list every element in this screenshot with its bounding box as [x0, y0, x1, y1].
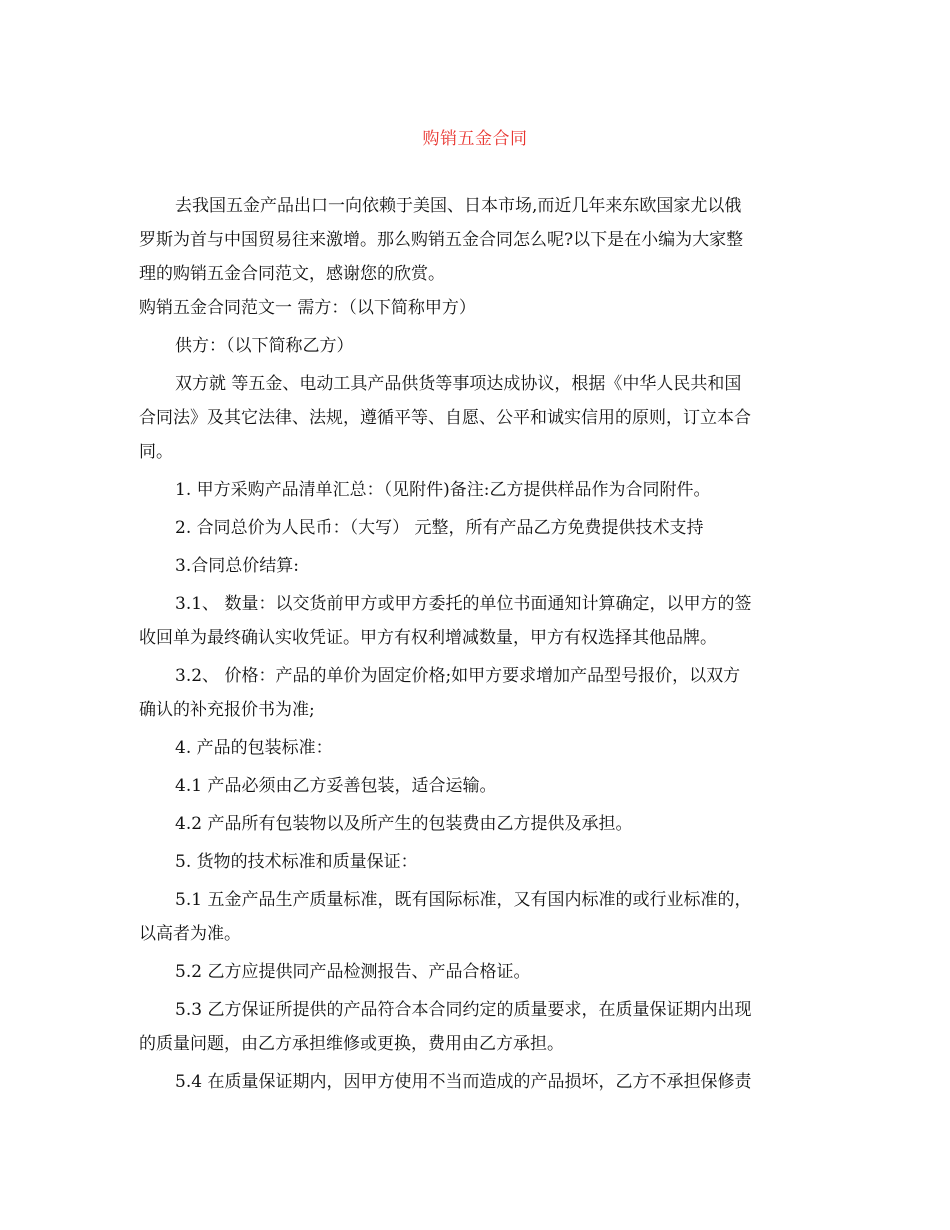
clause-5-2: 5.2 乙方应提供同产品检测报告、产品合格证。 — [175, 962, 531, 982]
clause-5-3-line-2: 的质量问题，由乙方承担维修或更换，费用由乙方承担。 — [139, 1034, 564, 1054]
agreement-line-3: 同。 — [139, 442, 173, 462]
section-heading-line: 购销五金合同范文一 需方：（以下简称甲方） — [139, 298, 476, 318]
clause-4: 4. 产品的包装标准： — [175, 738, 333, 758]
clause-4-1: 4.1 产品必须由乙方妥善包装，适合运输。 — [175, 776, 497, 796]
document-title: 购销五金合同 — [422, 129, 528, 149]
intro-line-3: 理的购销五金合同范文，感谢您的欣赏。 — [139, 264, 445, 284]
intro-line-2: 罗斯为首与中国贸易往来激增。那么购销五金合同怎么呢?以下是在小编为大家整 — [139, 230, 744, 250]
supplier-line: 供方：（以下简称乙方） — [175, 336, 354, 356]
clause-3-1-line-2: 收回单为最终确认实收凭证。甲方有权利增减数量，甲方有权选择其他品牌。 — [139, 628, 717, 648]
clause-3: 3.合同总价结算: — [175, 556, 299, 576]
clause-5-3-line-1: 5.3 乙方保证所提供的产品符合本合同约定的质量要求，在质量保证期内出现 — [175, 1000, 752, 1020]
clause-3-2-line-2: 确认的补充报价书为准; — [139, 700, 315, 720]
clause-2: 2. 合同总价为人民币：（大写） 元整，所有产品乙方免费提供技术支持 — [175, 518, 704, 538]
intro-line-1: 去我国五金产品出口一向依赖于美国、日本市场,而近几年来东欧国家尤以俄 — [175, 196, 742, 216]
clause-5-1-line-2: 以高者为准。 — [139, 924, 241, 944]
clause-5-4-line-1: 5.4 在质量保证期内，因甲方使用不当而造成的产品损坏，乙方不承担保修责 — [175, 1072, 752, 1092]
agreement-line-2: 合同法》及其它法律、法规，遵循平等、自愿、公平和诚实信用的原则，订立本合 — [139, 408, 751, 428]
clause-1: 1. 甲方采购产品清单汇总：（见附件)备注:乙方提供样品作为合同附件。 — [175, 480, 711, 500]
agreement-line-1: 双方就 等五金、电动工具产品供货等事项达成协议，根据《中华人民共和国 — [175, 374, 742, 394]
clause-3-1-line-1: 3.1、 数量：以交货前甲方或甲方委托的单位书面通知计算确定，以甲方的签 — [175, 594, 752, 614]
clause-4-2: 4.2 产品所有包装物以及所产生的包装费由乙方提供及承担。 — [175, 814, 633, 834]
document-body — [139, 191, 811, 1098]
clause-5-1-line-1: 5.1 五金产品生产质量标准，既有国际标准，又有国内标准的或行业标准的， — [175, 890, 752, 910]
clause-3-2-line-1: 3.2、 价格：产品的单价为固定价格;如甲方要求增加产品型号报价，以双方 — [175, 666, 741, 686]
clause-5: 5. 货物的技术标准和质量保证： — [175, 852, 418, 872]
